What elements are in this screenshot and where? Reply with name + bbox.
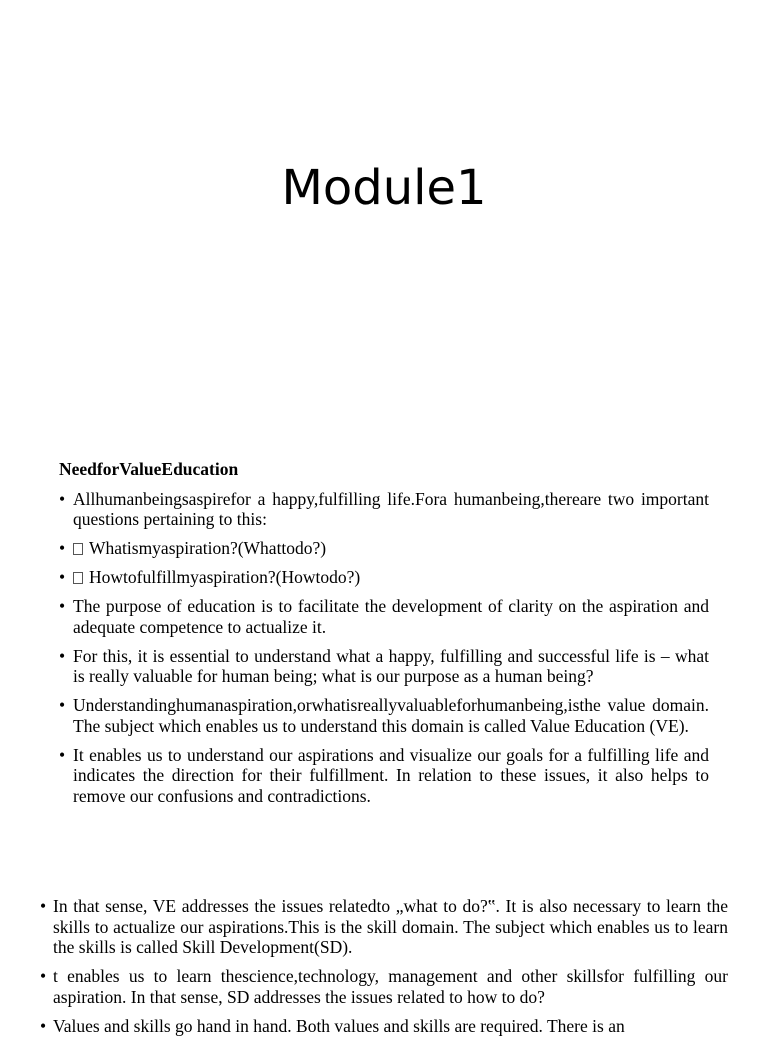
- list-item: • t enables us to learn thescience,technology, management and other skillsfor fulfilling our aspiration. In that sense, SD addresses the issues related to how to do?: [40, 966, 728, 1007]
- list-item: • For this, it is essential to understand what a happy, fulfilling and successful life is – what is really valuable for human being; what is our purpose as a human being?: [59, 646, 709, 687]
- bullet-list: [59, 489, 709, 807]
- list-item: • The purpose of education is to facilitate the development of clarity on the aspiration and adequate competence to actualize it.: [59, 596, 709, 637]
- box-glyph-icon: [73, 572, 83, 584]
- page-title: Module1: [281, 160, 487, 216]
- list-item: • Understandinghumanaspiration,orwhatisreallyvaluableforhumanbeing,isthe value domain. The subject which enables us to understand this domain is called Value Education (VE).: [59, 695, 709, 736]
- list-item: • Values and skills go hand in hand. Both values and skills are required. There is an: [40, 1016, 728, 1037]
- list-item: • Allhumanbeingsaspirefor a happy,fulfilling life.Fora humanbeing,thereare two important questions pertaining to this:: [59, 489, 709, 530]
- skill-development-section: [40, 896, 728, 1045]
- list-item: • It enables us to understand our aspirations and visualize our goals for a fulfilling life and indicates the direction for their fulfillment. In relation to these issues, it also helps to remove our confusions and contradictions.: [59, 745, 709, 807]
- bullet-list: [40, 896, 728, 1036]
- box-glyph-icon: [73, 543, 83, 555]
- list-item: • Whatismyaspiration?(Whattodo?): [59, 538, 709, 559]
- list-item: • Howtofulfillmyaspiration?(Howtodo?): [59, 567, 709, 588]
- list-item: • In that sense, VE addresses the issues relatedto „what to do?‟. It is also necessary to learn the skills to actualize our aspirations.This is the skill domain. The subject which enables us to learn the skills is called Skill Development(SD).: [40, 896, 728, 958]
- section-heading: NeedforValueEducation: [59, 459, 239, 479]
- value-education-section: [59, 459, 709, 806]
